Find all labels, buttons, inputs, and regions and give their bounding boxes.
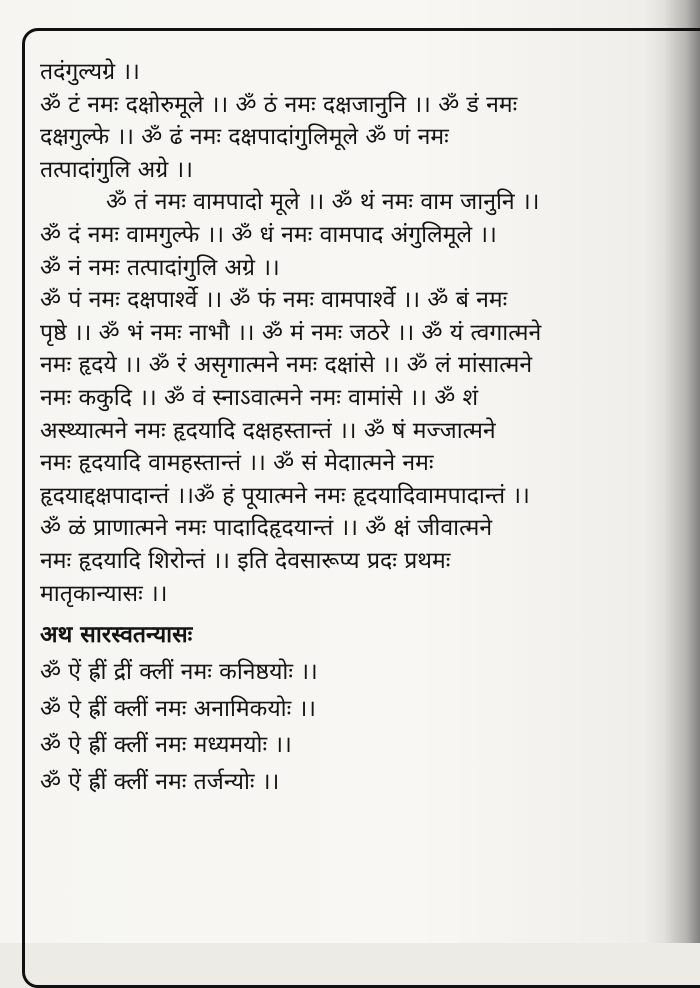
text-line: दक्षगुल्फे ।। ॐ ढं नमः दक्षपादांगुलिमूले ॐ णं नमः <box>40 124 449 151</box>
text-line: ॐ पं नमः दक्षपार्श्वे ।। ॐ फं नमः वामपार्श्वे ।। ॐ बं नमः <box>40 287 508 314</box>
list-item: ॐ ऐ ह्रीं क्लीं नमः अनामिकयोः ।। <box>40 695 317 722</box>
text-line: मातृकान्यासः ।। <box>40 580 168 607</box>
text-line: ॐ तं नमः वामपादो मूले ।। ॐ थं नमः वाम जानुनि ।। <box>106 189 540 216</box>
list-item: ॐ ऐ ह्रीं क्लीं नमः मध्यमयोः ।। <box>40 732 292 759</box>
text-line: तत्पादांगुलि अग्रे ।। <box>40 156 193 183</box>
list-item: ॐ ऐं ह्रीं क्लीं नमः तर्जन्योः ।। <box>40 768 280 795</box>
text-line: पृष्ठे ।। ॐ भं नमः नाभौ ।। ॐ मं नमः जठरे ।। ॐ यं त्वगात्मने <box>40 319 542 346</box>
text-line: नमः हृदयादि वामहस्तान्तं ।। ॐ सं मेदाात्मने नमः <box>40 450 434 477</box>
text-line: तदंगुल्यग्रे ।। <box>40 59 140 85</box>
text-line: ॐ टं नमः दक्षोरुमूले ।। ॐ ठं नमः दक्षजानुनि ।। ॐ डं नमः <box>40 91 518 118</box>
text-line: नमः हृदयादि शिरोन्तं ।। इति देवसारूप्य प्रदः प्रथमः <box>40 547 451 574</box>
text-line: नमः हृदये ।। ॐ रं असृगात्मने नमः दक्षांसे ।। ॐ लं मांसात्मने <box>40 352 533 379</box>
text-line: ॐ नं नमः तत्पादांगुलि अग्रे ।। <box>40 254 280 281</box>
list-item: ॐ ऐं ह्रीं द्रीं क्लीं नमः कनिष्ठयोः ।। <box>40 659 318 686</box>
page-text-block <box>40 56 674 800</box>
text-line: ॐ दं नमः वामगुल्फे ।। ॐ धं नमः वामपाद अंगुलिमूले ।। <box>40 221 497 248</box>
nyasa-list <box>40 654 674 800</box>
text-line: हृदयाद्दक्षपादान्तं ।।ॐ हं पूयात्मने नमः हृदयादिवामपादान्तं ।। <box>40 482 530 509</box>
text-line: नमः ककुदि ।। ॐ वं स्नाऽवात्मने नमः वामांसे ।। ॐ शं <box>40 384 479 411</box>
section-heading: अथ सारस्वतन्यासः <box>40 622 193 649</box>
text-line: ॐ ळं प्राणात्मने नमः पादादिहृदयान्तं ।। ॐ क्षं जीवात्मने <box>40 515 493 542</box>
text-line: अस्थ्यात्मने नमः हृदयादि दक्षहस्तान्तं ।। ॐ षं मज्जात्मने <box>40 417 496 444</box>
